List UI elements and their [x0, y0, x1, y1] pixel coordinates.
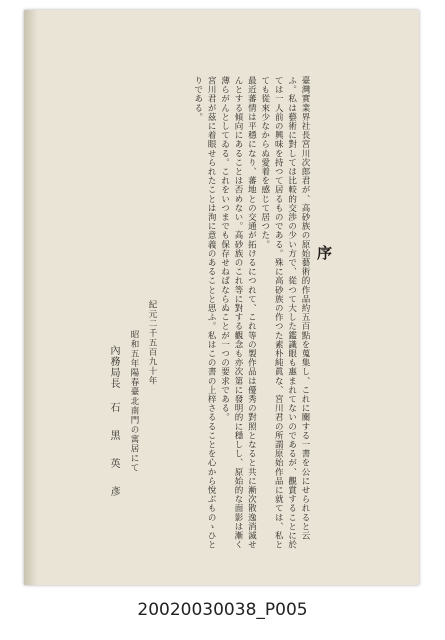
author-title: 內務局長 — [108, 345, 119, 389]
author-name: 石 黑 英 彥 — [108, 402, 119, 500]
preface-title: 序 — [315, 245, 333, 260]
image-id-caption: 20020030038_P005 — [137, 600, 308, 620]
date-place: 昭和五年陽春臺北南門の寓居にて — [129, 330, 139, 473]
document-page — [24, 10, 419, 585]
preface-body: 臺灣實業界社長宮川次郎君が、高砂族の原始藝術的作品約五百點を蒐集し、これに關する一書を公にせられると云ふ。私は藝術に對しては比較的交渉の少い方で、從つて大した鑑識眼も惠まれてないのであるが、觀賞することに於ては一人前の興味を持つて居るものである。殊に高砂族の作つた素朴純眞な、宮川君の所謂原始作品に就ては、私とても從來少なからぬ愛着を感じて居つた。 最近蕃情は平穩になり、蕃地との交通が拓けるにつれて、これ等の製作品は優秀の對照となると共に漸次散逸消滅せんとする傾向にあることは否めない。高砂族のこれ等に對する觀念も亦次第に發明的に穩しし、原始的な面影は漸く薄らがんとしてゐる。これをいつまでも保存せねばならぬことが一つの要求である。 宮川君が茲に着眼せられたことは洵に意義のあることと思ふ。私はこの書の上梓さるることを心から悅ぶものゝひとりである。 — [192, 76, 310, 550]
imperial-date: 紀元二千五百九十年 — [147, 300, 157, 386]
page-spine-shadow — [24, 10, 38, 585]
